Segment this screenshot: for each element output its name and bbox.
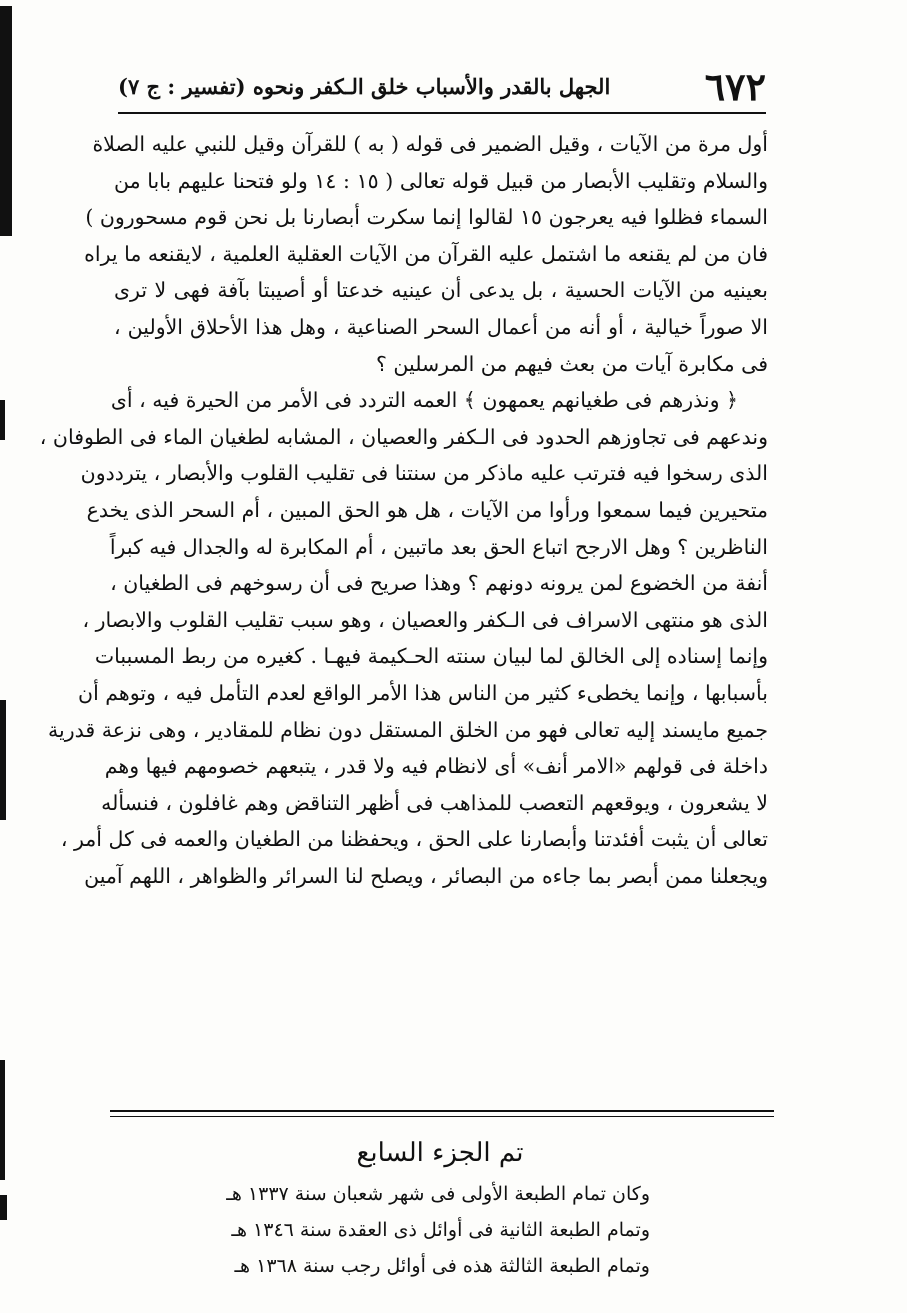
- page-number: ٦٧٢: [704, 63, 766, 109]
- scan-edge-marks: [0, 0, 20, 1313]
- body-line: أنفة من الخضوع لمن يرونه دونهم ؟ وهذا صريح فى أن رسوخهم فى الطغيان ،: [110, 571, 768, 596]
- section-divider: [110, 1110, 774, 1117]
- body-line: فى مكابرة آيات من بعث فيهم من المرسلين ؟: [376, 351, 768, 376]
- body-text: [39, 126, 768, 894]
- header-rule: [118, 112, 766, 114]
- body-line: أول مرة من الآيات ، وقيل الضمير فى قوله ( به ) للقرآن وقيل للنبي عليه الصلاة: [92, 132, 768, 156]
- body-line: جميع مايسند إليه تعالى فهو من الخلق المستقل دون نظام للمقادير ، وهى نزعة قدرية: [48, 717, 768, 742]
- body-line: تعالى أن يثبت أفئدتنا وأبصارنا على الحق ، ويحفظنا من الطغيان والعمه فى كل أمر ،: [60, 827, 768, 852]
- body-line: لا يشعرون ، ويوقعهم التعصب للمذاهب فى أظهر التناقض وهم غافلون ، فنسأله: [101, 790, 768, 815]
- body-line: فان من لم يقنعه ما اشتمل عليه القرآن من الآيات العقلية العلمية ، لايقنعه ما يراه: [84, 241, 768, 266]
- colophon-title: تم الجزء السابع: [356, 1138, 524, 1168]
- body-line: بعينيه من الآيات الحسية ، بل يدعى أن عينيه خدعتا أو أصيبتا بآفة فهى لا ترى: [114, 278, 768, 303]
- body-line: والسلام وتقليب الأبصار من قبيل قوله تعالى ( ١٥ : ١٤ ولو فتحنا عليهم بابا من: [114, 168, 768, 193]
- body-line: داخلة فى قولهم «الامر أنف» أى لانظام فيه ولا قدر ، يتبعهم خصومهم فيها وهم: [104, 754, 768, 779]
- body-line: متحيرين فيما سمعوا ورأوا من الآيات ، هل هو الحق المبين ، أم السحر الذى يخدع: [86, 497, 768, 522]
- body-line: ويجعلنا ممن أبصر بما جاءه من البصائر ، ويصلح لنا السرائر والظواهر ، اللهم آمين: [84, 863, 768, 888]
- page-header: [118, 62, 766, 110]
- body-line: الذى هو منتهى الاسراف فى الـكفر والعصيان ، وهو سبب تقليب القلوب والابصار ،: [82, 607, 768, 632]
- body-line: ﴿ ونذرهم فى طغيانهم يعمهون ﴾ العمه التردد فى الأمر من الحيرة فيه ، أى: [110, 388, 738, 413]
- body-line: الذى رسخوا فيه فترتب عليه ماذكر من سنتنا فى تقليب القلوب والأبصار ، يترددون: [80, 461, 768, 486]
- running-title: الجهل بالقدر والأسباب خلق الـكفر ونحوه (تفسير : ج ٧): [118, 73, 611, 99]
- body-line: بأسبابها ، وإنما يخطىء كثير من الناس هذا الأمر الواقع لعدم التأمل فيه ، وتوهم أن: [78, 680, 768, 705]
- body-line: السماء فظلوا فيه يعرجون ١٥ لقالوا إنما سكرت أبصارنا بل نحن قوم مسحورون ): [85, 205, 768, 230]
- body-line: الناظرين ؟ وهل الارجح اتباع الحق بعد ماتبين ، أم المكابرة له والجدال فيه كبراً: [109, 534, 768, 559]
- colophon-line: وكان تمام الطبعة الأولى فى شهر شعبان سنة ١٣٣٧ هـ: [226, 1183, 650, 1205]
- colophon: [200, 1130, 680, 1284]
- body-line: وندعهم فى تجاوزهم الحدود فى الـكفر والعصيان ، المشابه لطغيان الماء فى الطوفان ،: [39, 424, 768, 449]
- body-line: وإنما إسناده إلى الخالق لما لبيان سنته الحـكيمة فيهـا . كغيره من ربط المسببات: [94, 644, 768, 669]
- colophon-line: وتمام الطبعة الثانية فى أوائل ذى العقدة سنة ١٣٤٦ هـ: [231, 1219, 650, 1241]
- colophon-line: وتمام الطبعة الثالثة هذه فى أوائل رجب سنة ١٣٦٨ هـ: [234, 1255, 650, 1277]
- body-line: الا صوراً خيالية ، أو أنه من أعمال السحر الصناعية ، وهل هذا الأحلاق الأولين ،: [114, 314, 768, 339]
